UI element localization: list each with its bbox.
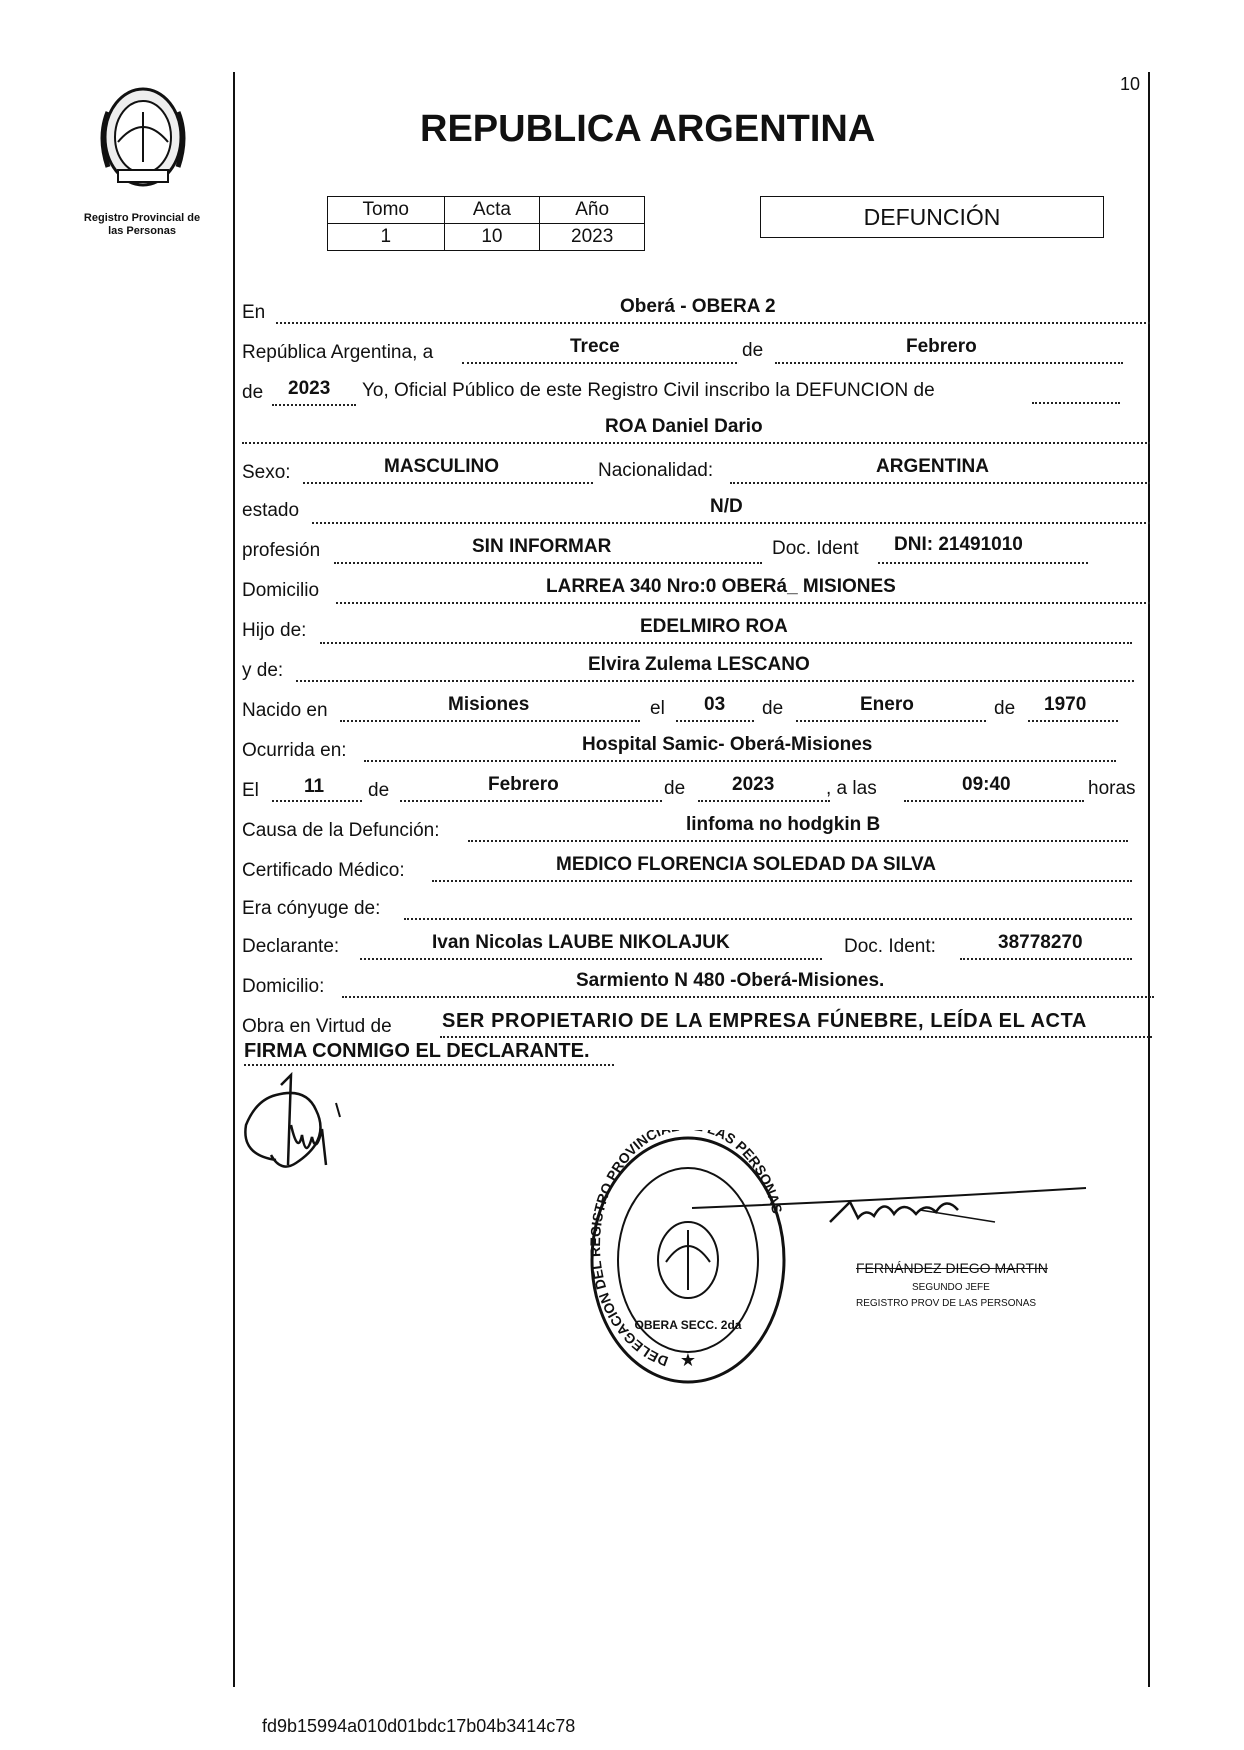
dotline-obra-1 (440, 1036, 1152, 1038)
birth-year-value: 1970 (1044, 694, 1087, 715)
tomo-value: 1 (328, 224, 445, 251)
acta-value: 10 (444, 224, 540, 251)
dotline-profession (334, 562, 762, 564)
dotline-birth-year (1028, 720, 1118, 722)
label-nacido-en: Nacido en (242, 700, 328, 721)
official-name: FERNÁNDEZ DIEGO MARTIN (856, 1260, 1048, 1276)
nationality-value: ARGENTINA (876, 456, 989, 477)
mother-value: Elvira Zulema LESCANO (588, 654, 810, 675)
acta-header: Acta (444, 197, 540, 224)
label-certificado: Certificado Médico: (242, 860, 405, 881)
dotline-spouse (404, 918, 1132, 920)
dotline-declarant (360, 958, 822, 960)
label-domicilio: Domicilio (242, 580, 320, 601)
dotline-death-place (364, 760, 1116, 762)
label-sexo: Sexo: (242, 462, 291, 483)
label-de-birth: de (762, 698, 784, 719)
dotline-father (320, 642, 1132, 644)
label-de-2: de (242, 382, 264, 403)
death-time-value: 09:40 (962, 774, 1011, 795)
page-number: 10 (1120, 74, 1141, 94)
deceased-name-value: ROA Daniel Dario (605, 416, 763, 437)
reference-table (327, 196, 645, 251)
year-value: 2023 (288, 378, 331, 399)
declarant-address-value: Sarmiento N 480 -Oberá-Misiones. (576, 970, 885, 991)
dotline-cause (468, 840, 1128, 842)
profession-value: SIN INFORMAR (472, 536, 612, 557)
official-role: SEGUNDO JEFE (912, 1282, 990, 1293)
death-month-value: Febrero (488, 774, 559, 795)
left-margin-line (233, 72, 235, 1687)
official-stamp (588, 1130, 788, 1390)
label-oficial: Yo, Oficial Público de este Registro Civil inscribo la DEFUNCION de (362, 380, 935, 401)
official-office: REGISTRO PROV DE LAS PERSONAS (856, 1298, 1037, 1309)
registry-line1: Registro Provincial de (83, 212, 201, 224)
dotline-oficial-end (1032, 402, 1120, 404)
tomo-header: Tomo (328, 197, 445, 224)
label-en: En (242, 302, 266, 323)
label-el-cap: El (242, 780, 259, 801)
dotline-birth-month (796, 720, 986, 722)
marital-status-value: N/D (710, 496, 743, 517)
label-obra: Obra en Virtud de (242, 1016, 392, 1037)
label-y-de: y de: (242, 660, 284, 681)
dni-value: DNI: 21491010 (894, 534, 1023, 555)
right-margin-line (1148, 72, 1150, 1687)
label-horas: horas (1088, 778, 1136, 799)
dotline-day (462, 362, 737, 364)
dotline-birth-day (676, 720, 754, 722)
anio-value: 2023 (540, 224, 645, 251)
birth-month-value: Enero (860, 694, 914, 715)
label-de-birth-year: de (994, 698, 1016, 719)
declarant-value: Ivan Nicolas LAUBE NIKOLAJUK (432, 932, 730, 953)
obra-line1: SER PROPIETARIO DE LA EMPRESA FÚNEBRE, LEÍDA EL ACTA (442, 1010, 1087, 1032)
birth-place-value: Misiones (448, 694, 530, 715)
label-conyuge: Era cónyuge de: (242, 898, 381, 919)
dotline-declarant-address (342, 996, 1154, 998)
registry-line2: las Personas (108, 225, 176, 237)
death-day-value: 11 (304, 776, 325, 797)
dotline-mother (296, 680, 1134, 682)
label-causa: Causa de la Defunción: (242, 820, 440, 841)
label-republica: República Argentina, a (242, 342, 434, 363)
label-domicilio-decl: Domicilio: (242, 976, 325, 997)
label-de-death-year: de (664, 778, 686, 799)
label-a-las: , a las (826, 778, 877, 799)
father-value: EDELMIRO ROA (640, 616, 788, 637)
dotline-birth-place (340, 720, 640, 722)
day-word-value: Trece (570, 336, 620, 357)
month-word-value: Febrero (906, 336, 977, 357)
dotline-name (242, 442, 1150, 444)
label-de-death: de (368, 780, 390, 801)
page-title: REPUBLICA ARGENTINA (420, 108, 876, 150)
cause-value: linfoma no hodgkin B (686, 814, 881, 835)
address-value: LARREA 340 Nro:0 OBERá_ MISIONES (546, 576, 896, 597)
sex-value: MASCULINO (384, 456, 500, 477)
death-place-value: Hospital Samic- Oberá-Misiones (582, 734, 873, 755)
stamp-ring-text: DELEGACION DEL REGISTRO PROVINCI AS PERSONAS (588, 1130, 786, 1370)
dotline-death-year (698, 800, 830, 802)
document-hash: fd9b15994a010d01bdc17b04b3414c78 (262, 1716, 576, 1736)
dotline-month (775, 362, 1123, 364)
label-estado: estado (242, 500, 300, 521)
declarant-doc-value: 38778270 (998, 932, 1083, 953)
document-type-box (760, 196, 1104, 238)
document-type: DEFUNCIÓN (863, 204, 1001, 230)
label-el: el (650, 698, 665, 719)
obra-line2: FIRMA CONMIGO EL DECLARANTE. (244, 1040, 590, 1062)
death-year-value: 2023 (732, 774, 775, 795)
dotline-physician (432, 880, 1132, 882)
label-ocurrida-en: Ocurrida en: (242, 740, 347, 761)
dotline-year (272, 404, 356, 406)
dotline-death-time (904, 800, 1084, 802)
dotline-declarant-doc (960, 958, 1132, 960)
dotline-place (276, 322, 1150, 324)
label-profesion: profesión (242, 540, 321, 561)
label-doc-ident-decl: Doc. Ident: (844, 936, 936, 957)
official-signature (690, 1178, 1090, 1238)
declarant-signature (236, 1065, 356, 1185)
dotline-dni (878, 562, 1088, 564)
dotline-death-day (272, 800, 362, 802)
dotline-estado (312, 522, 1150, 524)
dotline-sex (303, 482, 593, 484)
dotline-address (336, 602, 1150, 604)
birth-day-value: 03 (704, 694, 726, 715)
label-de-1: de (742, 340, 764, 361)
dotline-death-month (400, 800, 662, 802)
provincial-emblem-logo (88, 82, 198, 192)
svg-text:★: ★ (679, 1350, 697, 1370)
label-nacionalidad: Nacionalidad: (598, 460, 714, 481)
dotline-nationality (730, 482, 1150, 484)
physician-value: MEDICO FLORENCIA SOLEDAD DA SILVA (556, 854, 936, 875)
label-declarante: Declarante: (242, 936, 340, 957)
registry-name (62, 212, 222, 238)
label-hijo-de: Hijo de: (242, 620, 307, 641)
stamp-inner-text: OBERA SECC. 2da (634, 1318, 742, 1332)
label-doc-ident: Doc. Ident (772, 538, 859, 559)
anio-header: Año (540, 197, 645, 224)
place-value: Oberá - OBERA 2 (620, 296, 776, 317)
